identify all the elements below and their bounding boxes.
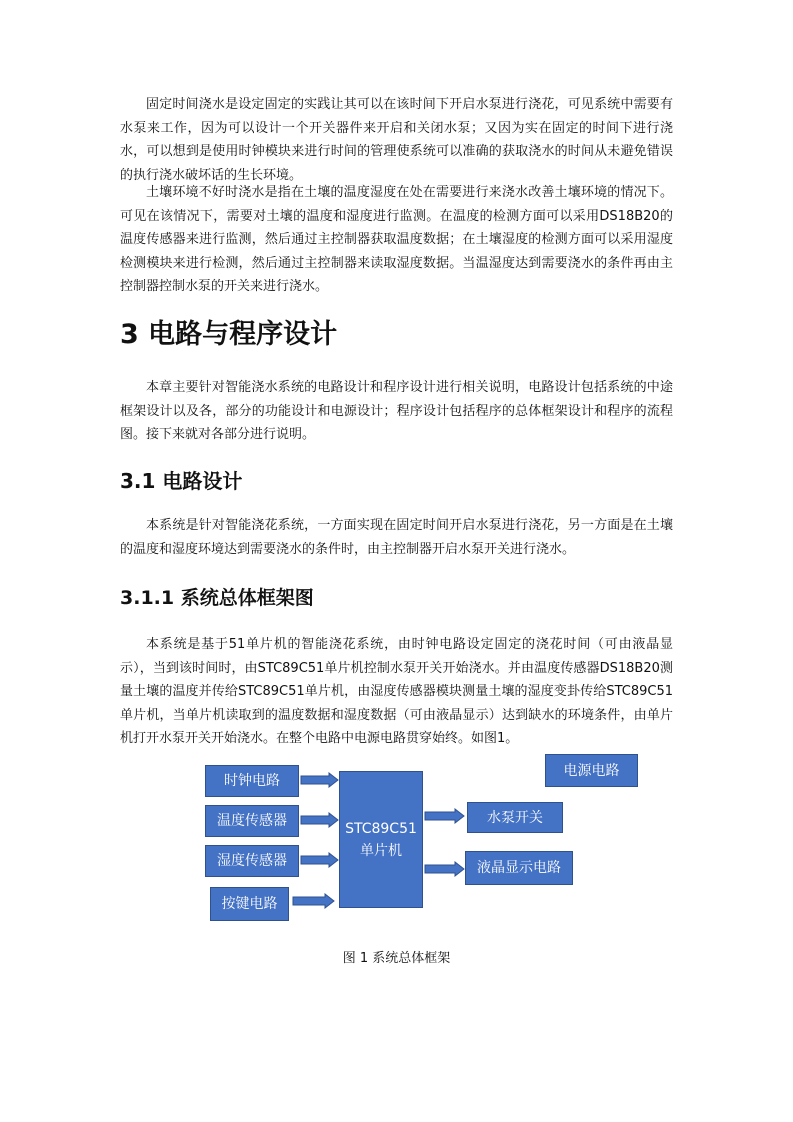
humidity-sensor-box [205, 845, 299, 877]
key-circuit-label: 按键电路 [221, 896, 278, 912]
humidity-sensor-label: 湿度传感器 [217, 853, 287, 869]
mcu-box [339, 771, 423, 908]
arrow-mcu-to-lcd [424, 861, 466, 877]
arrow-mcu-to-pump [424, 808, 466, 824]
paragraph-fixed-time-watering: 固定时间浇水是设定固定的实践让其可以在该时间下开启水泵进行浇花，可见系统中需要有水泵来工作，因为可以设计一个开关器件来开启和关闭水泵；又因为实在固定的时间下进行浇水，可以想到是使用时钟模块来进行时间的管理使系统可以准确的获取浇水的时间从未避免错误的执行浇水破坏话的生长环境。 [120, 97, 673, 183]
lcd-circuit-label: 液晶显示电路 [477, 860, 561, 876]
arrow-temp-to-mcu [300, 812, 340, 828]
key-circuit-box [210, 887, 289, 921]
pump-switch-label: 水泵开关 [487, 809, 543, 826]
clock-circuit-box [205, 765, 299, 797]
subsection-heading: 3.1.1 系统总体框架图 [120, 587, 314, 609]
clock-circuit-label: 时钟电路 [224, 773, 280, 789]
paragraph-chapter-intro: 本章主要针对智能浇水系统的电路设计和程序设计进行相关说明，电路设计包括系统的中途框架设计以及各，部分的功能设计和电源设计；程序设计包括程序的总体框架设计和程序的流程图。接下来就对各部分进行说明。 [120, 380, 673, 442]
paragraph-circuit-intro: 本系统是针对智能浇花系统，一方面实现在固定时间开启水泵进行浇花，另一方面是在土壤的温度和湿度环境达到需要浇水的条件时，由主控制器开启水泵开关进行浇水。 [120, 518, 673, 557]
mcu-label-line2: 单片机 [360, 842, 402, 859]
temperature-sensor-box [205, 805, 299, 837]
arrow-keys-to-mcu [292, 893, 336, 909]
power-circuit-box [545, 754, 638, 787]
section-heading: 3.1 电路设计 [120, 469, 243, 493]
pump-switch-box [467, 802, 563, 833]
paragraph-soil-environment: 土壤环境不好时浇水是指在土壤的温度湿度在处在需要进行来浇水改善土壤环境的情况下。可见在该情况下，需要对土壤的温度和湿度进行监测。在温度的检测方面可以采用DS18B20的温度传感器来进行监测，然后通过主控制器获取温度数据；在土壤湿度的检测方面可以采用湿度检测模块来进行检测，然后通过主控制器来读取湿度数据。当温湿度达到需要浇水的条件再由主控制器控制水泵的开关来进行浇水。 [120, 185, 673, 294]
lcd-circuit-box [465, 851, 573, 885]
mcu-label-line1: STC89C51 [345, 820, 417, 837]
arrow-humidity-to-mcu [300, 852, 340, 868]
paragraph-framework-description: 本系统是基于51单片机的智能浇花系统，由时钟电路设定固定的浇花时间（可由液晶显示），当到该时间时，由STC89C51单片机控制水泵开关开始浇水。并由温度传感器DS18B20测量土壤的温度并传给STC89C51单片机，由湿度传感器模块测量土壤的湿度变卦传给STC89C51单片机，当单片机读取到的温度数据和湿度数据（可由液晶显示）达到缺水的环境条件，由单片机打开水泵开关开始浇水。在整个电路中电源电路贯穿始终。如图1。 [120, 637, 673, 746]
figure-caption: 图 1 系统总体框架 [342, 951, 451, 966]
arrow-clock-to-mcu [300, 772, 340, 788]
temperature-sensor-label: 温度传感器 [217, 813, 287, 829]
power-circuit-label: 电源电路 [563, 762, 620, 779]
chapter-heading: 3 电路与程序设计 [120, 319, 338, 350]
